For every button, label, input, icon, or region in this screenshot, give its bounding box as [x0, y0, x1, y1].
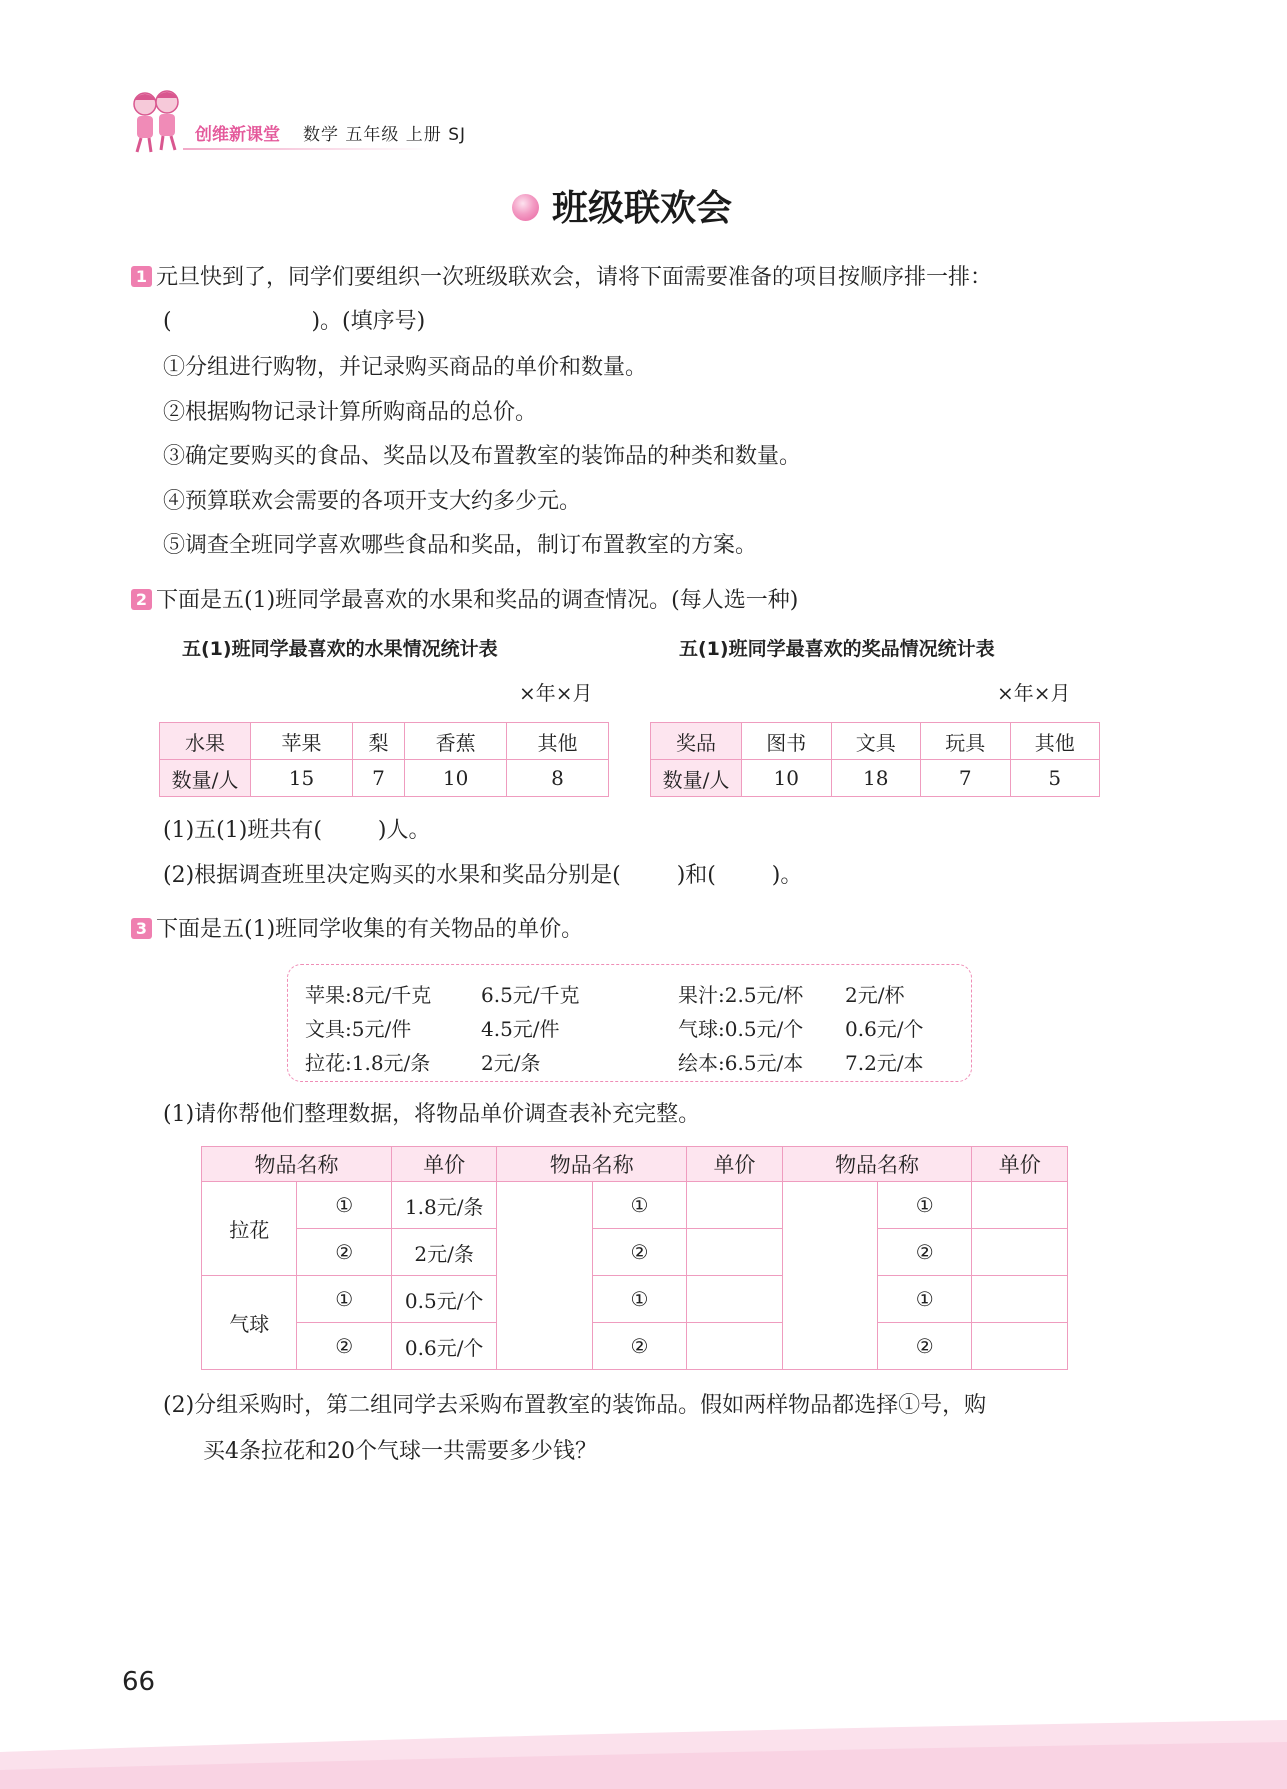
q1-text: 元旦快到了，同学们要组织一次班级联欢会，请将下面需要准备的项目按顺序排一排：	[156, 265, 993, 290]
table-cell: 10	[405, 760, 507, 797]
price-entry: 果汁:2.5元/杯	[678, 983, 804, 1007]
q1-item: ③确定要购买的食品、奖品以及布置教室的装饰品的种类和数量。	[163, 444, 802, 469]
q1-item: ①分组进行购物，并记录购买商品的单价和数量。	[163, 355, 648, 380]
table-row	[651, 760, 1100, 797]
column-header: 物品名称	[497, 1147, 687, 1182]
q3-text: 下面是五(1)班同学收集的有关物品的单价。	[156, 917, 584, 942]
blank-name-cell[interactable]	[497, 1182, 592, 1370]
kids-logo-icon	[125, 86, 187, 154]
price-cell: 0.6元/个	[391, 1323, 496, 1370]
price-entry: 2元/杯	[845, 983, 905, 1007]
price-entry: 苹果:8元/千克	[305, 983, 432, 1007]
q1-prompt	[131, 263, 992, 293]
table-cell: 数量/人	[651, 760, 742, 797]
q3-sub2-line1: (2)分组采购时，第二组同学去采购布置教室的装饰品。假如两样物品都选择①号，购	[163, 1393, 987, 1418]
prize-stat-table	[650, 722, 1100, 797]
price-entry: 绘本:6.5元/本	[678, 1051, 804, 1075]
price-survey-table	[201, 1146, 1068, 1370]
prize-table-caption: 五(1)班同学最喜欢的奖品情况统计表	[679, 638, 995, 660]
header-rule	[183, 148, 433, 150]
title-text: 班级联欢会	[552, 188, 733, 229]
table-cell: 其他	[507, 723, 609, 760]
brand-name: 创维新课堂	[195, 125, 280, 145]
blank-price-cell[interactable]	[687, 1229, 782, 1276]
variant-mark: ②	[297, 1229, 391, 1276]
column-header: 单价	[687, 1147, 782, 1182]
price-entry: 文具:5元/件	[305, 1017, 412, 1041]
fruit-table-date: ×年×月	[519, 681, 593, 705]
title-bullet-icon	[512, 194, 539, 221]
table-cell: 8	[507, 760, 609, 797]
column-header: 单价	[972, 1147, 1068, 1182]
table-cell: 梨	[352, 723, 404, 760]
q2-sub1: (1)五(1)班共有( )人。	[163, 818, 431, 843]
column-header: 单价	[391, 1147, 496, 1182]
variant-mark: ①	[878, 1182, 972, 1229]
q3-number: 3	[131, 918, 152, 939]
variant-mark: ①	[592, 1276, 686, 1323]
fruit-stat-table	[159, 722, 609, 797]
table-cell: 图书	[742, 723, 832, 760]
price-entry: 4.5元/件	[481, 1017, 560, 1041]
variant-mark: ②	[592, 1323, 686, 1370]
q1-item: ⑤调查全班同学喜欢哪些食品和奖品，制订布置教室的方案。	[163, 533, 758, 558]
table-cell: 数量/人	[160, 760, 251, 797]
blank-name-cell[interactable]	[782, 1182, 877, 1370]
table-cell: 18	[831, 760, 921, 797]
price-entry: 0.6元/个	[845, 1017, 924, 1041]
price-entry: 拉花:1.8元/条	[305, 1051, 431, 1075]
table-header-row	[202, 1147, 1068, 1182]
blank-price-cell[interactable]	[972, 1323, 1068, 1370]
blank-price-cell[interactable]	[972, 1182, 1068, 1229]
column-header: 物品名称	[202, 1147, 392, 1182]
q2-number: 2	[131, 589, 152, 610]
table-row	[160, 723, 609, 760]
table-cell: 其他	[1010, 723, 1100, 760]
item-name-cell: 气球	[202, 1276, 297, 1370]
blank-price-cell[interactable]	[687, 1323, 782, 1370]
price-box	[287, 964, 972, 1082]
q3-prompt	[131, 915, 583, 945]
q3-sub2-line2: 买4条拉花和20个气球一共需要多少钱？	[203, 1439, 597, 1464]
q1-item: ④预算联欢会需要的各项开支大约多少元。	[163, 489, 582, 514]
table-cell: 7	[921, 760, 1011, 797]
price-cell: 1.8元/条	[391, 1182, 496, 1229]
q2-prompt	[131, 586, 798, 616]
blank-price-cell[interactable]	[687, 1182, 782, 1229]
variant-mark: ②	[878, 1229, 972, 1276]
variant-mark: ①	[592, 1182, 686, 1229]
table-row	[651, 723, 1100, 760]
blank-price-cell[interactable]	[687, 1276, 782, 1323]
q2-text: 下面是五(1)班同学最喜欢的水果和奖品的调查情况。(每人选一种)	[156, 588, 799, 613]
blank-price-cell[interactable]	[972, 1229, 1068, 1276]
table-cell: 10	[742, 760, 832, 797]
variant-mark: ①	[297, 1182, 391, 1229]
variant-mark: ①	[297, 1276, 391, 1323]
q2-sub2: (2)根据调查班里决定购买的水果和奖品分别是( )和( )。	[163, 863, 803, 888]
price-cell: 0.5元/个	[391, 1276, 496, 1323]
table-cell: 文具	[831, 723, 921, 760]
table-row	[202, 1323, 1068, 1370]
table-row	[202, 1276, 1068, 1323]
column-header: 物品名称	[782, 1147, 972, 1182]
price-entry: 6.5元/千克	[481, 983, 580, 1007]
variant-mark: ②	[297, 1323, 391, 1370]
q3-sub1: (1)请你帮他们整理数据，将物品单价调查表补充完整。	[163, 1102, 701, 1127]
price-entry: 7.2元/本	[845, 1051, 924, 1075]
table-row	[202, 1182, 1068, 1229]
variant-mark: ②	[592, 1229, 686, 1276]
price-cell: 2元/条	[391, 1229, 496, 1276]
table-cell: 香蕉	[405, 723, 507, 760]
table-cell: 7	[352, 760, 404, 797]
q1-answer-blank: ( )。(填序号)	[163, 309, 426, 334]
prize-table-date: ×年×月	[997, 681, 1071, 705]
q1-number: 1	[131, 266, 152, 287]
table-cell: 苹果	[251, 723, 353, 760]
q1-item: ②根据购物记录计算所购商品的总价。	[163, 400, 538, 425]
blank-price-cell[interactable]	[972, 1276, 1068, 1323]
price-entry: 气球:0.5元/个	[678, 1017, 804, 1041]
item-name-cell: 拉花	[202, 1182, 297, 1276]
table-cell: 玩具	[921, 723, 1011, 760]
table-cell: 15	[251, 760, 353, 797]
table-cell: 水果	[160, 723, 251, 760]
table-cell: 奖品	[651, 723, 742, 760]
table-row	[160, 760, 609, 797]
page-header	[125, 86, 525, 156]
variant-mark: ②	[878, 1323, 972, 1370]
footer-band	[0, 1712, 1287, 1789]
price-entry: 2元/条	[481, 1051, 541, 1075]
book-info: 数学 五年级 上册 SJ	[303, 125, 467, 145]
variant-mark: ①	[878, 1276, 972, 1323]
page-number: 66	[122, 1667, 156, 1697]
table-row	[202, 1229, 1068, 1276]
table-cell: 5	[1010, 760, 1100, 797]
fruit-table-caption: 五(1)班同学最喜欢的水果情况统计表	[182, 638, 498, 660]
